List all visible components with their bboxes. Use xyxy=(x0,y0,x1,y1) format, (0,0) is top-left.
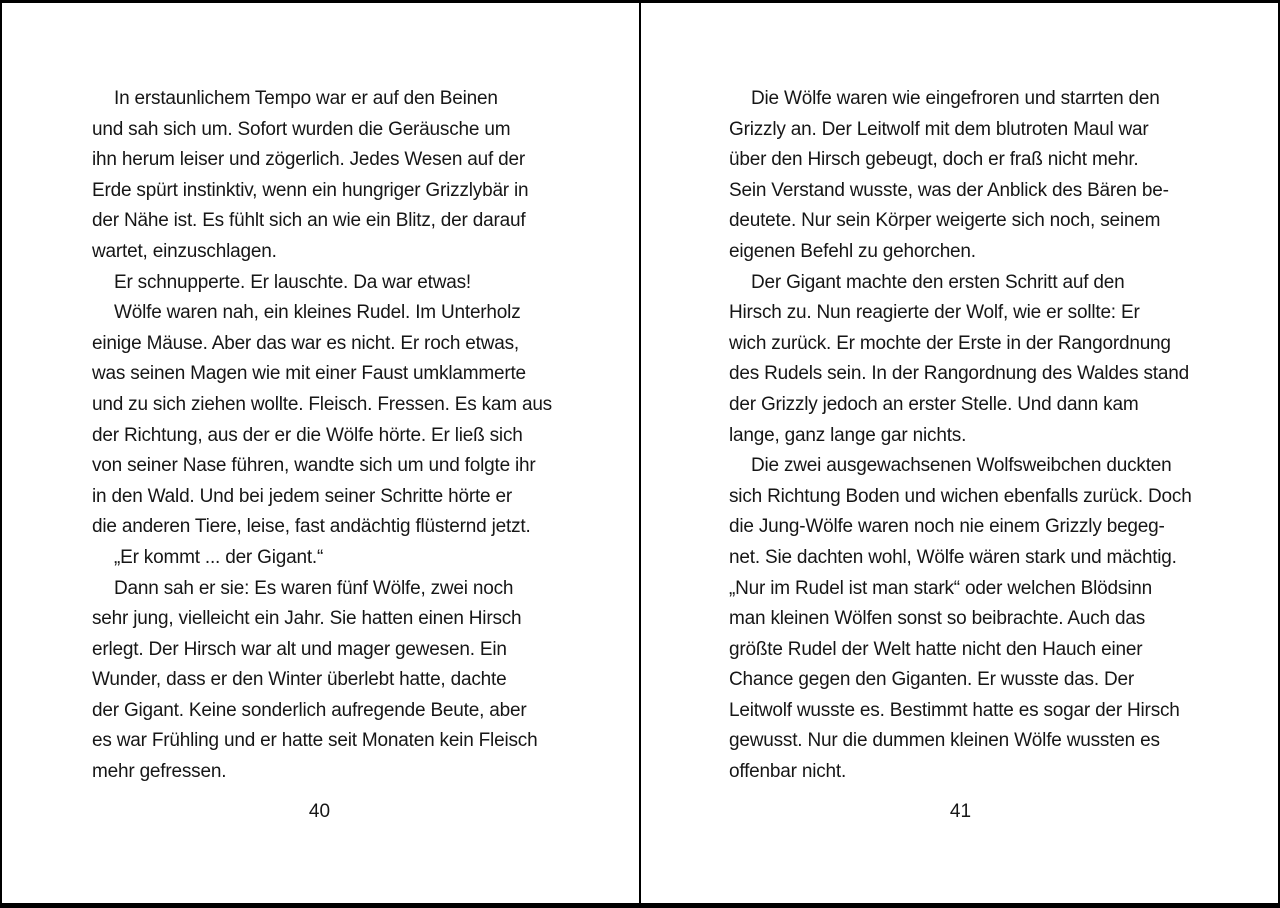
text-line: die Jung-Wölfe waren noch nie einem Grizzly begeg- xyxy=(729,516,1165,538)
text-line: einige Mäuse. Aber das war es nicht. Er roch etwas, xyxy=(92,332,520,354)
text-line: Dann sah er sie: Es waren fünf Wölfe, zwei noch xyxy=(114,577,514,599)
text-line: ihn herum leiser und zögerlich. Jedes Wesen auf der xyxy=(92,149,526,171)
text-line: sehr jung, vielleicht ein Jahr. Sie hatten einen Hirsch xyxy=(92,608,522,630)
text-line: erlegt. Der Hirsch war alt und mager gewesen. Ein xyxy=(92,638,507,660)
text-line: der Richtung, aus der er die Wölfe hörte. Er ließ sich xyxy=(92,424,523,446)
text-line: Grizzly an. Der Leitwolf mit dem blutroten Maul war xyxy=(729,118,1149,140)
text-line: Die zwei ausgewachsenen Wolfsweibchen duckten xyxy=(751,455,1172,477)
text-line: es war Frühling und er hatte seit Monaten kein Fleisch xyxy=(92,730,538,752)
text-line: Hirsch zu. Nun reagierte der Wolf, wie er sollte: Er xyxy=(729,302,1140,324)
text-line: sich Richtung Boden und wichen ebenfalls zurück. Doch xyxy=(729,485,1192,507)
page-left-text xyxy=(92,84,570,788)
text-line: was seinen Magen wie mit einer Faust umklammerte xyxy=(92,363,526,385)
page-right-text xyxy=(729,84,1207,788)
text-line: größte Rudel der Welt hatte nicht den Hauch einer xyxy=(729,638,1143,660)
text-line: und sah sich um. Sofort wurden die Geräusche um xyxy=(92,118,511,140)
page-number-right: 41 xyxy=(949,801,972,822)
text-line: und zu sich ziehen wollte. Fleisch. Fressen. Es kam aus xyxy=(92,393,552,415)
text-line: Der Gigant machte den ersten Schritt auf den xyxy=(751,271,1125,293)
text-line: Erde spürt instinktiv, wenn ein hungriger Grizzlybär in xyxy=(92,179,529,201)
text-line: über den Hirsch gebeugt, doch er fraß nicht mehr. xyxy=(729,149,1139,171)
text-line: der Nähe ist. Es fühlt sich an wie ein Blitz, der darauf xyxy=(92,210,526,232)
page-left xyxy=(0,0,639,908)
text-line: in den Wald. Und bei jedem seiner Schritte hörte er xyxy=(92,485,512,507)
text-line: Leitwolf wusste es. Bestimmt hatte es sogar der Hirsch xyxy=(729,699,1180,721)
text-line: offenbar nicht. xyxy=(729,761,847,783)
text-line: gewusst. Nur die dummen kleinen Wölfe wussten es xyxy=(729,730,1160,752)
text-line: „Nur im Rudel ist man stark“ oder welchen Blödsinn xyxy=(729,577,1152,599)
text-line: Chance gegen den Giganten. Er wusste das. Der xyxy=(729,669,1135,691)
text-line: net. Sie dachten wohl, Wölfe wären stark und mächtig. xyxy=(729,546,1177,568)
text-line: die anderen Tiere, leise, fast andächtig flüsternd jetzt. xyxy=(92,516,531,538)
text-line: In erstaunlichem Tempo war er auf den Beinen xyxy=(114,88,498,109)
text-line: wartet, einzuschlagen. xyxy=(92,240,277,262)
text-line: Er schnupperte. Er lauschte. Da war etwas! xyxy=(114,271,471,293)
text-line: Wölfe waren nah, ein kleines Rudel. Im Unterholz xyxy=(114,302,521,324)
text-line: man kleinen Wölfen sonst so beibrachte. Auch das xyxy=(729,608,1146,630)
text-line: Sein Verstand wusste, was der Anblick des Bären be- xyxy=(729,179,1169,201)
text-line: mehr gefressen. xyxy=(92,761,227,783)
page-number-left: 40 xyxy=(308,801,331,822)
text-line: Wunder, dass er den Winter überlebt hatte, dachte xyxy=(92,669,507,691)
text-line: deutete. Nur sein Körper weigerte sich noch, seinem xyxy=(729,210,1161,232)
text-line: wich zurück. Er mochte der Erste in der Rangordnung xyxy=(729,332,1171,354)
text-line: der Grizzly jedoch an erster Stelle. Und dann kam xyxy=(729,393,1139,415)
text-line: eigenen Befehl zu gehorchen. xyxy=(729,240,976,262)
text-line: von seiner Nase führen, wandte sich um und folgte ihr xyxy=(92,455,536,477)
text-line: des Rudels sein. In der Rangordnung des Waldes stand xyxy=(729,363,1189,385)
text-line: Die Wölfe waren wie eingefroren und starrten den xyxy=(751,88,1160,109)
page-right xyxy=(641,0,1280,908)
text-line: „Er kommt ... der Gigant.“ xyxy=(114,546,324,568)
text-line: lange, ganz lange gar nichts. xyxy=(729,424,967,446)
page-divider xyxy=(639,0,641,908)
text-line: der Gigant. Keine sonderlich aufregende Beute, aber xyxy=(92,699,527,721)
